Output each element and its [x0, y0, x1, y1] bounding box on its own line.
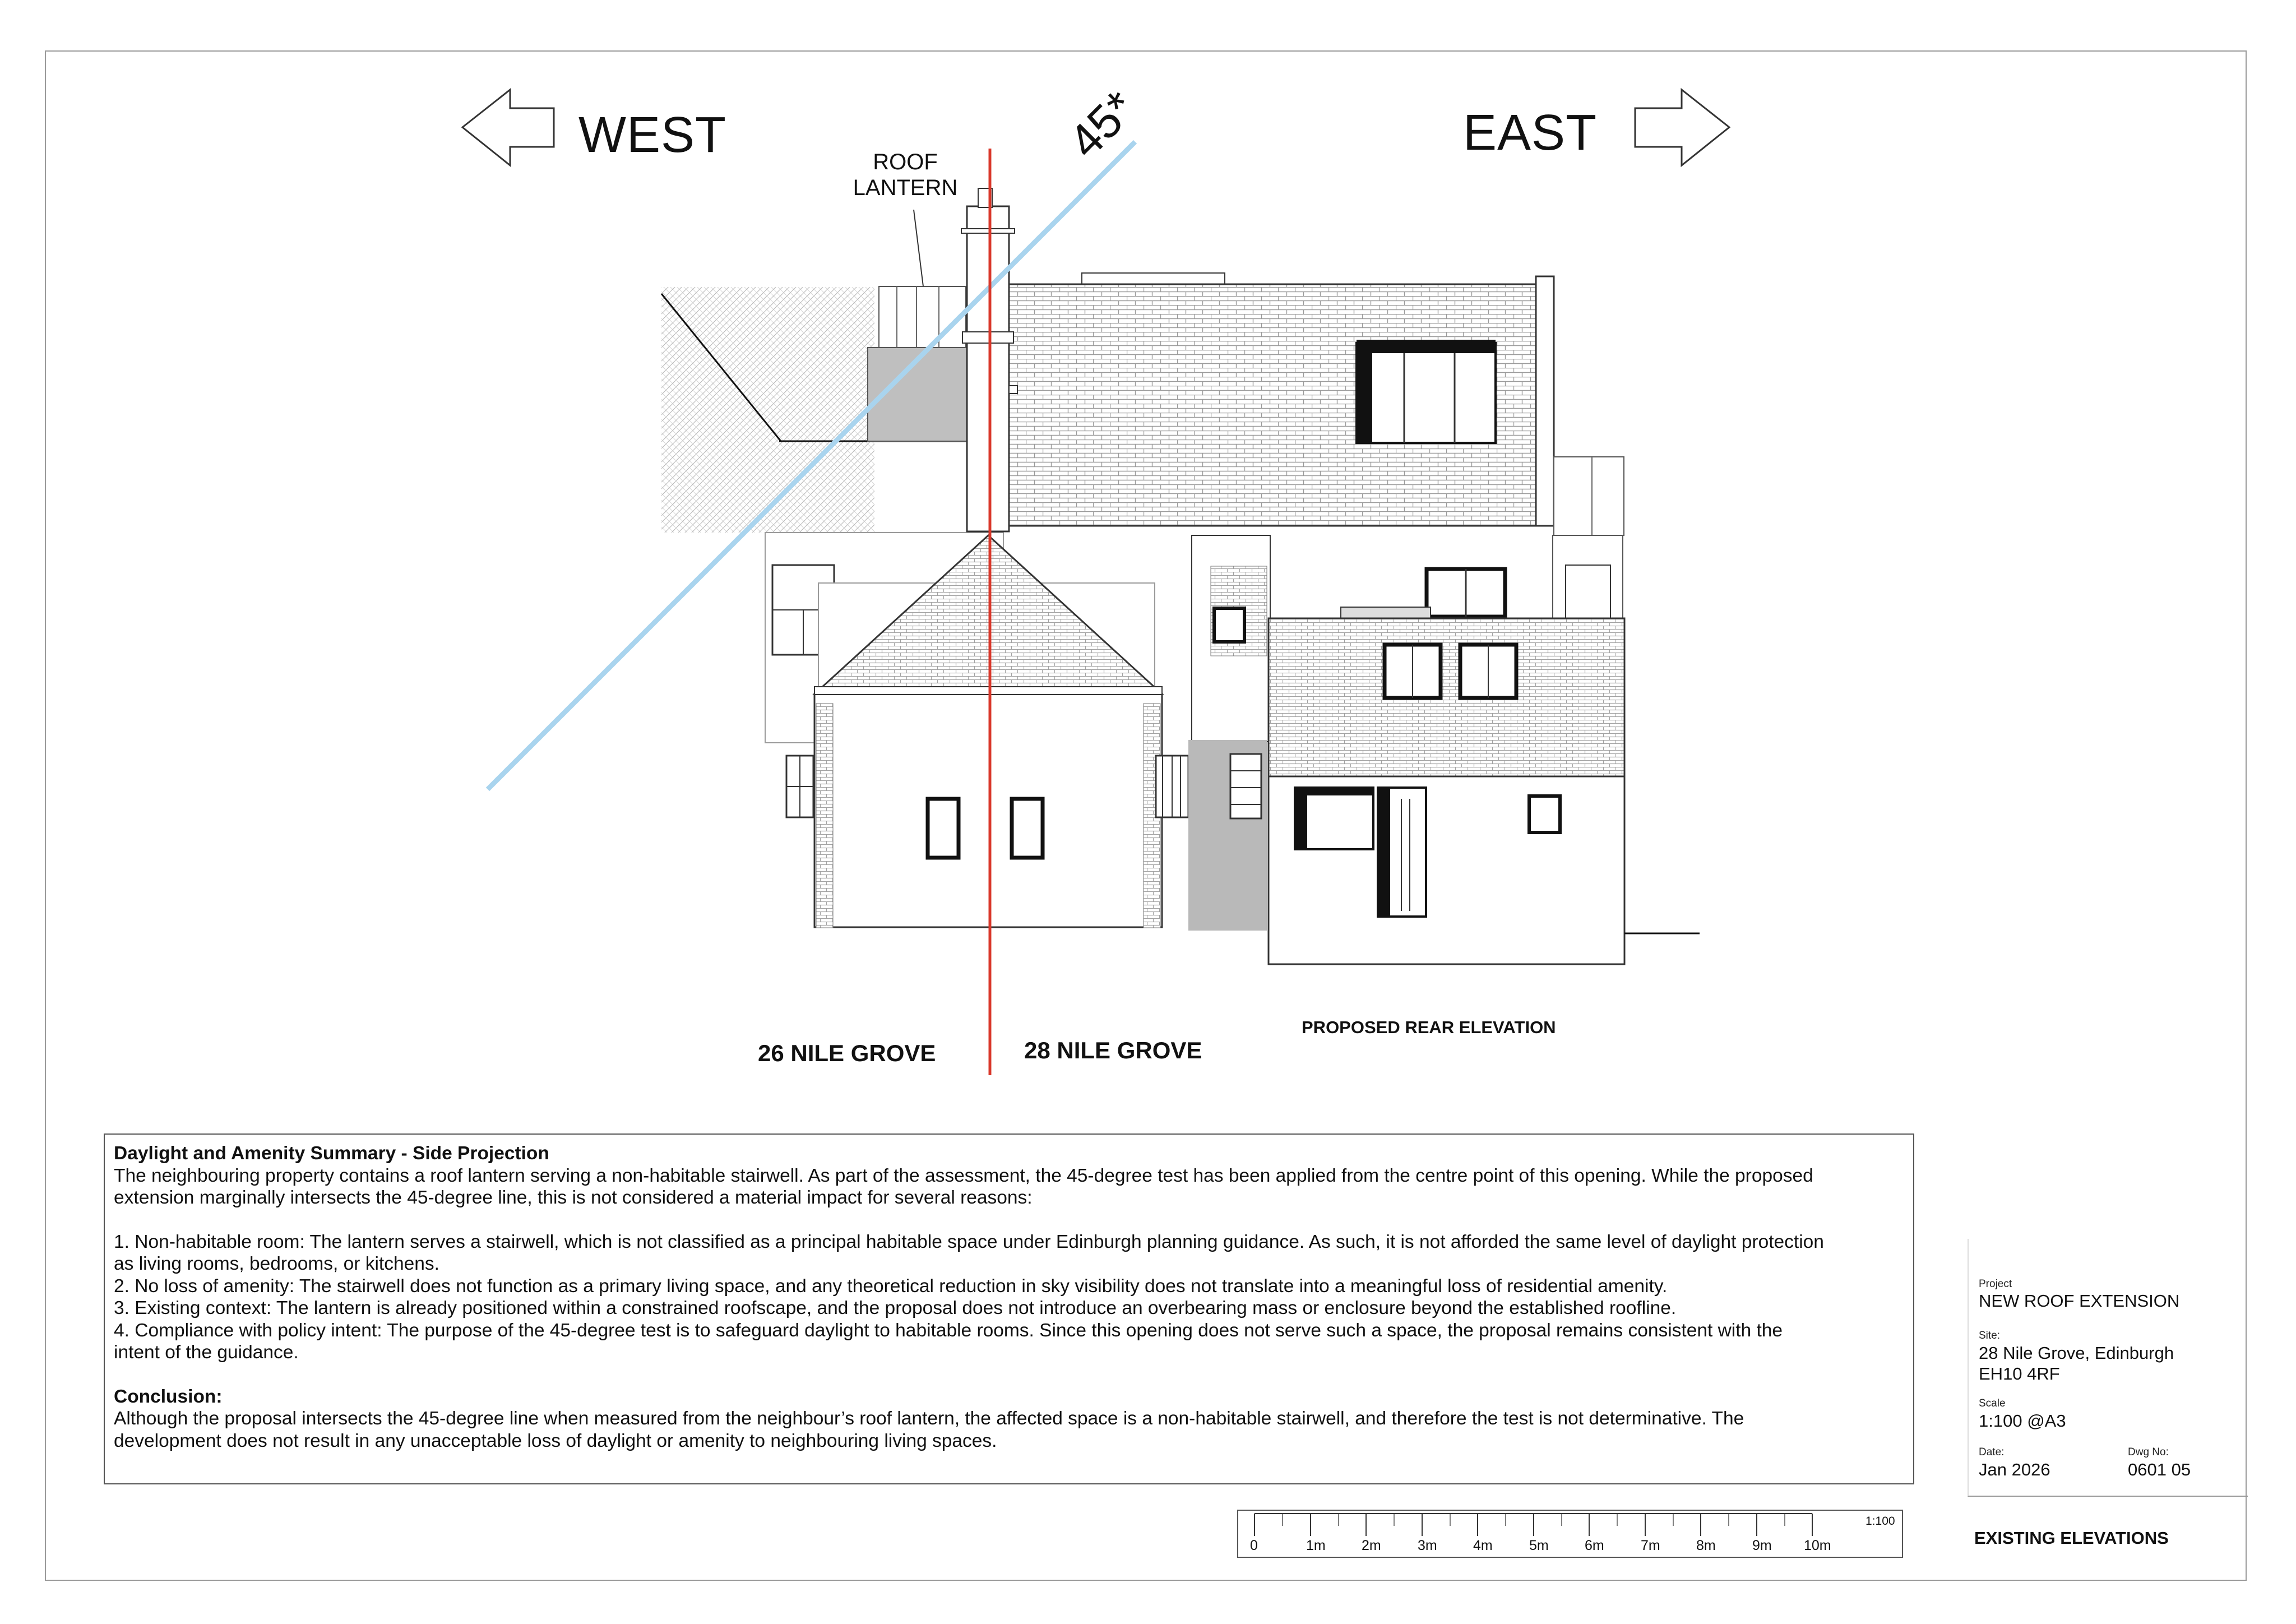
rear-extension [1188, 535, 1700, 964]
neighbour-house [765, 533, 1188, 928]
project-value: NEW ROOF EXTENSION [1979, 1291, 2180, 1311]
dormer-window [1357, 343, 1496, 443]
scale-bar [1238, 1510, 1902, 1557]
summary-panel [104, 1133, 1914, 1484]
summary-point: 3. Existing context: The lantern is already positioned within a constrained roofscape, and the proposal does not introduce an overbearing mass or enclosure beyond the established roofline. [114, 1298, 1677, 1318]
chimney-stack [967, 206, 1009, 531]
scale-label: 3m [1418, 1538, 1437, 1553]
east-arrow-icon [1635, 90, 1729, 165]
house-label-26: 26 NILE GROVE [758, 1040, 936, 1066]
scale-label: 4m [1473, 1538, 1493, 1553]
house-label-28: 28 NILE GROVE [1024, 1037, 1202, 1063]
elevation-label: PROPOSED REAR ELEVATION [1302, 1017, 1556, 1037]
site-postcode: EH10 4RF [1979, 1364, 2060, 1384]
scale-label: 10m [1804, 1538, 1831, 1553]
date-caption: Date: [1979, 1446, 2005, 1458]
title-block [1968, 1239, 2248, 1497]
sheet-title: EXISTING ELEVATIONS [1974, 1528, 2169, 1548]
scale-label: 2m [1362, 1538, 1381, 1553]
main-roof [961, 188, 1624, 535]
conclusion-line: development does not result in any unacceptable loss of daylight or amenity to neighbouring living spaces. [114, 1430, 997, 1451]
scale-label: 1m [1306, 1538, 1326, 1553]
project-caption: Project [1979, 1278, 2012, 1290]
scale-value: 1:100 @A3 [1979, 1411, 2066, 1431]
scale-label: 6m [1585, 1538, 1604, 1553]
conclusion-line: Although the proposal intersects the 45-degree line when measured from the neighbour’s roof lantern, the affected space is a non-habitable stairwell, and therefore the test is not determinative. The [114, 1408, 1744, 1429]
angle-label: 45* [1058, 81, 1146, 168]
scale-label: 9m [1752, 1538, 1772, 1553]
roof-lantern-label: ROOF LANTERN [853, 150, 958, 200]
date-value: Jan 2026 [1979, 1460, 2050, 1479]
summary-point: 2. No loss of amenity: The stairwell does not function as a primary living space, and any theoretical reduction in sky visibility does not translate into a meaningful loss of residential amenity. [114, 1275, 1668, 1297]
west-arrow-icon [462, 90, 554, 165]
scale-label: 5m [1529, 1538, 1549, 1553]
summary-point: 4. Compliance with policy intent: The purpose of the 45-degree test is to safeguard daylight to habitable rooms. Since this opening does not serve such a space, the proposal remains consistent with the [114, 1320, 1783, 1341]
scale-label: 8m [1696, 1538, 1716, 1553]
scale-caption: Scale [1979, 1398, 2006, 1409]
conclusion-heading: Conclusion: [114, 1386, 223, 1407]
neighbour-roof [661, 210, 1003, 533]
scale-label: 7m [1641, 1538, 1660, 1553]
summary-line: extension marginally intersects the 45-degree line, this is not considered a material impact for several reasons: [114, 1187, 1033, 1208]
dwg-caption: Dwg No: [2128, 1446, 2169, 1458]
summary-point: intent of the guidance. [114, 1342, 299, 1363]
site-caption: Site: [1979, 1330, 2001, 1341]
roof-lantern [879, 286, 966, 348]
east-label: EAST [1463, 105, 1598, 161]
summary-point: as living rooms, bedrooms, or kitchens. [114, 1253, 439, 1274]
dwg-value: 0601 05 [2128, 1460, 2191, 1479]
west-label: WEST [578, 107, 726, 163]
summary-line: The neighbouring property contains a roof lantern serving a non-habitable stairwell. As part of the assessment, the 45-degree test has been applied from the centre point of this opening. While the proposed [114, 1165, 1813, 1186]
summary-heading: Daylight and Amenity Summary - Side Projection [114, 1143, 549, 1164]
scale-ratio: 1:100 [1866, 1515, 1895, 1528]
site-value: 28 Nile Grove, Edinburgh [1979, 1343, 2174, 1363]
scale-label: 0 [1250, 1538, 1258, 1553]
summary-point: 1. Non-habitable room: The lantern serves a stairwell, which is not classified as a principal habitable space under Edinburgh planning guidance. As such, it is not afforded the same level of daylight protection [114, 1231, 1824, 1252]
